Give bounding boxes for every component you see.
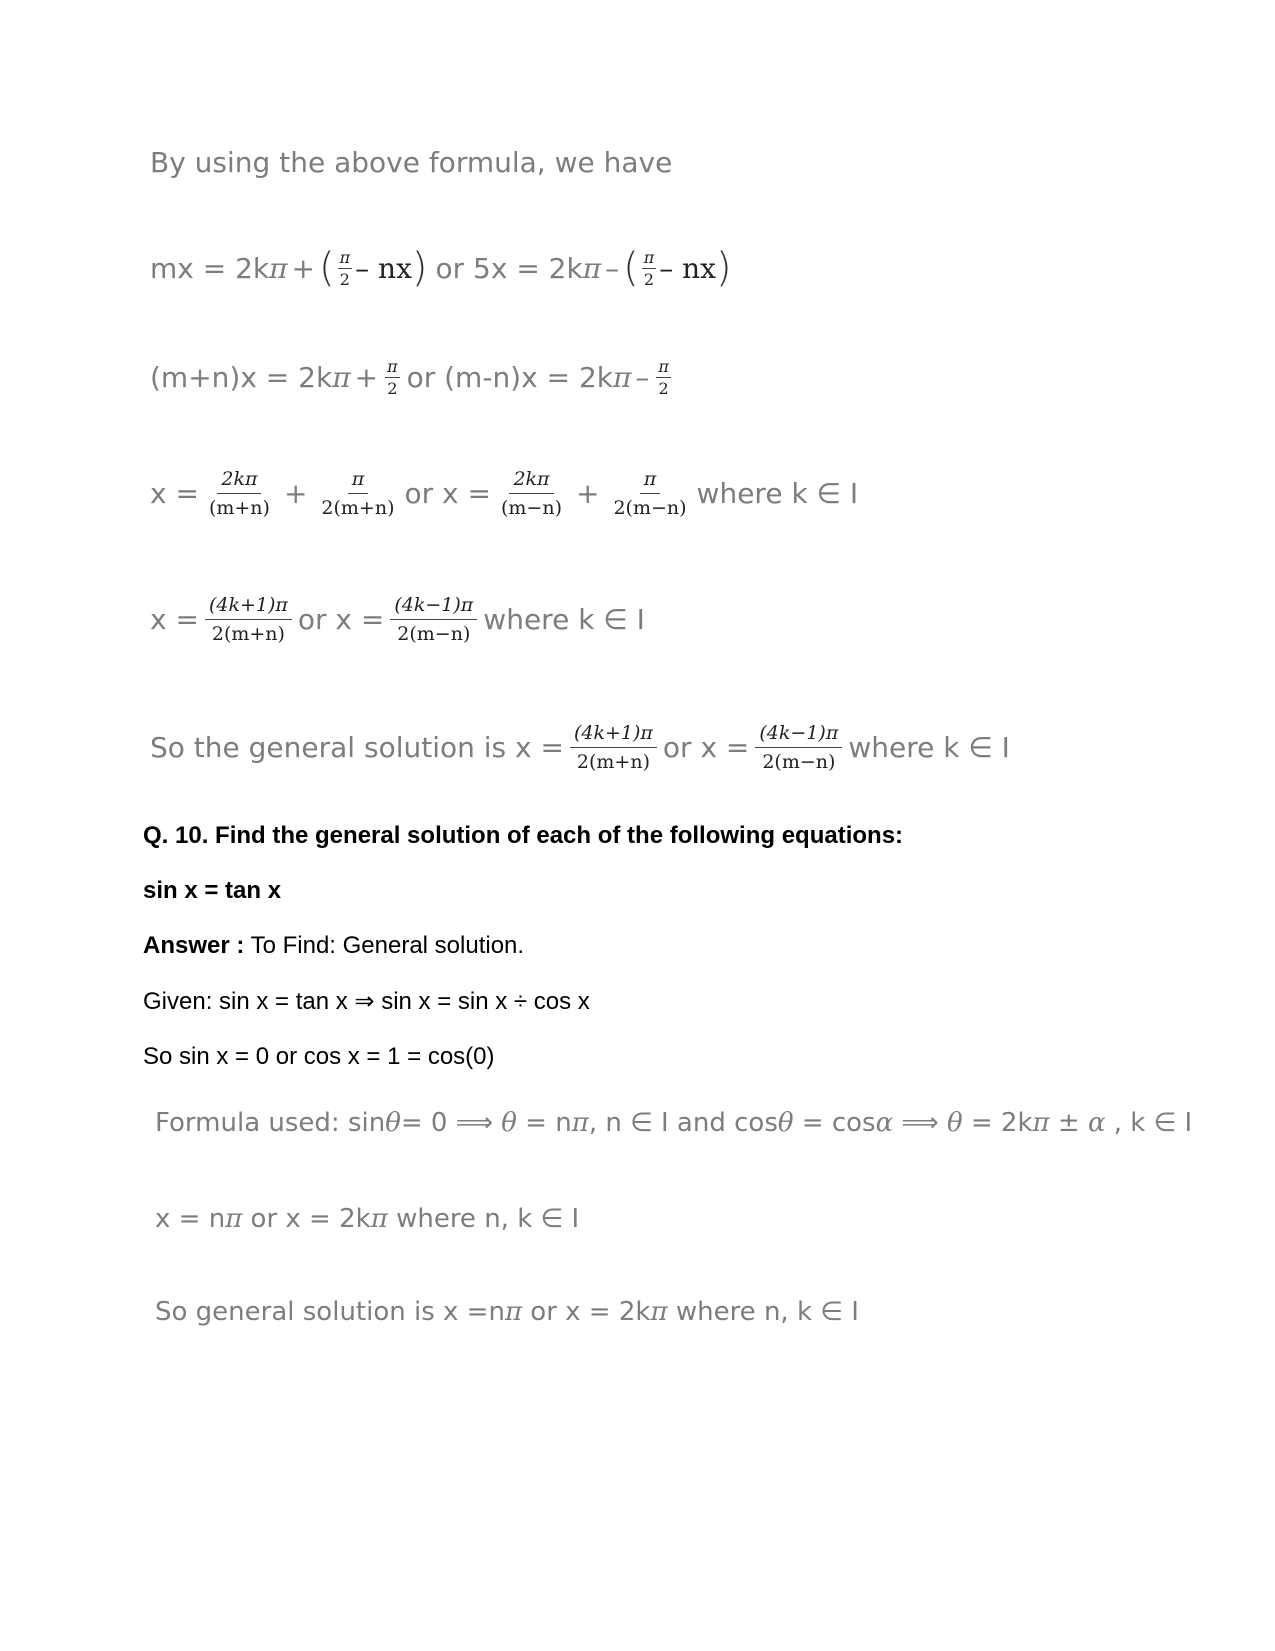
given-line [143, 987, 1275, 1016]
intro-line [150, 146, 1275, 179]
gs-text: So the general solution is x = [150, 731, 564, 764]
eq3-fraction-4 [609, 468, 690, 519]
eq4-f2-num: (4k−1)π [390, 594, 477, 620]
formula-alpha-2: α [1087, 1108, 1106, 1138]
eq4-x: x = [150, 603, 199, 636]
eq4-fraction-2 [390, 594, 477, 645]
eq4-or-text: or x = [297, 603, 385, 636]
eq3-f2-den: 2(m+n) [321, 497, 395, 519]
formula-i: , k ∈ I [1105, 1108, 1193, 1138]
eq1-close-paren: ) [411, 245, 428, 291]
eq3-or-text: or x = [404, 477, 491, 510]
formula-d: , n ∈ I and cos [588, 1108, 778, 1138]
final-a: So general solution is x =n [155, 1297, 505, 1327]
eq2-pi2: π [612, 361, 632, 394]
formula-theta-4: θ [946, 1108, 963, 1138]
eq3-plus-2: + [575, 477, 600, 510]
final-b: or x = 2k [522, 1297, 651, 1327]
result-pi-1: π [225, 1204, 243, 1234]
general-solution-line [150, 722, 1275, 773]
eq3-f3-num: 2kπ [509, 468, 553, 494]
eq1-pi2: π [582, 251, 602, 285]
eq2-frac2-den: 2 [658, 379, 669, 398]
formula-g: = 2k [962, 1108, 1033, 1138]
equation-line-2 [150, 357, 1275, 398]
eq4-f1-num: (4k+1)π [205, 594, 292, 620]
eq2-plus: + [354, 361, 379, 394]
eq1-open-paren: ( [319, 245, 335, 291]
eq4-fraction-1 [205, 594, 292, 645]
eq1-fraction-2 [642, 248, 657, 289]
formula-pi-2: π [1032, 1108, 1050, 1138]
eq2-text-a: (m+n)x = 2k [150, 361, 333, 394]
eq2-pi: π [332, 361, 351, 394]
formula-f: ⟹ [893, 1108, 947, 1138]
question-equation-text: sin x = tan x [143, 877, 282, 904]
intro-text: By using the above formula, we have [150, 146, 673, 179]
given-text: Given: sin x = tan x ⇒ sin x = sin x ÷ cos x [143, 988, 590, 1015]
eq3-f3-den: (m−n) [500, 497, 562, 519]
eq1-text-a: mx = 2k [150, 251, 270, 285]
formula-pi-1: π [571, 1108, 589, 1138]
final-solution-line [155, 1297, 1275, 1327]
formula-theta-3: θ [777, 1108, 794, 1138]
gs-f2-den: 2(m−n) [762, 751, 836, 773]
eq3-where: where k ∈ I [696, 477, 859, 510]
eq1-frac2-num: π [643, 247, 655, 267]
eq1-minus-nx: – nx [355, 251, 412, 285]
result-pi-2: π [370, 1204, 388, 1234]
eq3-plus: + [283, 477, 308, 510]
eq3-fraction-2 [317, 468, 398, 519]
eq1-frac-den: 2 [339, 269, 350, 289]
eq3-f4-num: π [640, 468, 661, 494]
eq4-f1-den: 2(m+n) [211, 623, 285, 645]
eq1-plus: + [291, 251, 316, 285]
answer-label: Answer : [143, 932, 245, 959]
gs-fraction-2 [755, 722, 842, 773]
equation-line-3 [150, 468, 1275, 519]
equation-line-4 [150, 594, 1275, 645]
equation-line-1 [150, 245, 1275, 291]
result-c: where n, k ∈ I [387, 1204, 580, 1234]
eq3-x: x = [150, 477, 199, 510]
eq2-frac-den: 2 [387, 379, 398, 398]
gs-f2-num: (4k−1)π [755, 722, 842, 748]
eq1-frac-num: π [339, 247, 351, 267]
eq3-fraction-1 [205, 468, 274, 519]
gs-f1-num: (4k+1)π [570, 722, 657, 748]
eq1-pi: π [269, 251, 288, 285]
eq3-f1-den: (m+n) [208, 497, 270, 519]
gs-where: where k ∈ I [848, 731, 1010, 764]
so-line [143, 1043, 1275, 1071]
gs-fraction-1 [570, 722, 657, 773]
formula-used-line [155, 1108, 1275, 1138]
gs-or-text: or x = [662, 731, 750, 764]
formula-a: Formula used: sin [155, 1108, 386, 1138]
eq3-fraction-3 [497, 468, 566, 519]
formula-theta-2: θ [501, 1108, 517, 1138]
eq2-fraction [385, 357, 400, 398]
eq1-close-paren-2: ) [715, 245, 732, 291]
formula-h: ± [1049, 1108, 1088, 1138]
eq1-minus-nx-2: – nx [659, 251, 716, 285]
eq2-fraction-2 [656, 357, 671, 398]
question-title [143, 822, 1275, 850]
formula-b: = 0 ⟹ [400, 1108, 502, 1138]
result-a: x = n [155, 1204, 226, 1234]
answer-line [143, 932, 1275, 960]
final-c: where n, k ∈ I [667, 1297, 859, 1327]
gs-f1-den: 2(m+n) [576, 751, 650, 773]
formula-e: = cos [793, 1108, 876, 1138]
eq1-fraction [338, 248, 353, 289]
eq4-f2-den: 2(m−n) [397, 623, 471, 645]
eq3-f1-num: 2kπ [217, 468, 261, 494]
eq2-or-text: or (m-n)x = 2k [406, 361, 613, 394]
eq2-minus: – [635, 361, 650, 394]
eq1-minus: – [605, 251, 620, 285]
question-equation [143, 877, 1275, 905]
eq4-where: where k ∈ I [483, 603, 645, 636]
formula-theta-1: θ [385, 1108, 401, 1138]
result-line [155, 1204, 1275, 1234]
final-pi-1: π [504, 1297, 523, 1327]
so-text: So sin x = 0 or cos x = 1 = cos(0) [143, 1043, 495, 1070]
result-b: or x = 2k [242, 1204, 371, 1234]
eq1-open-paren-2: ( [623, 245, 639, 291]
eq1-or-text: or 5x = 2k [435, 251, 583, 285]
eq3-f2-num: π [348, 468, 369, 494]
eq3-f4-den: 2(m−n) [613, 497, 687, 519]
question-title-text: Q. 10. Find the general solution of each of the following equations: [143, 822, 904, 849]
eq2-frac2-num: π [658, 357, 669, 376]
formula-alpha-1: α [875, 1108, 894, 1138]
eq1-frac2-den: 2 [643, 269, 655, 289]
eq2-frac-num: π [387, 357, 398, 376]
final-pi-2: π [650, 1297, 668, 1327]
formula-c: = n [516, 1108, 572, 1138]
answer-text: To Find: General solution. [244, 932, 525, 959]
